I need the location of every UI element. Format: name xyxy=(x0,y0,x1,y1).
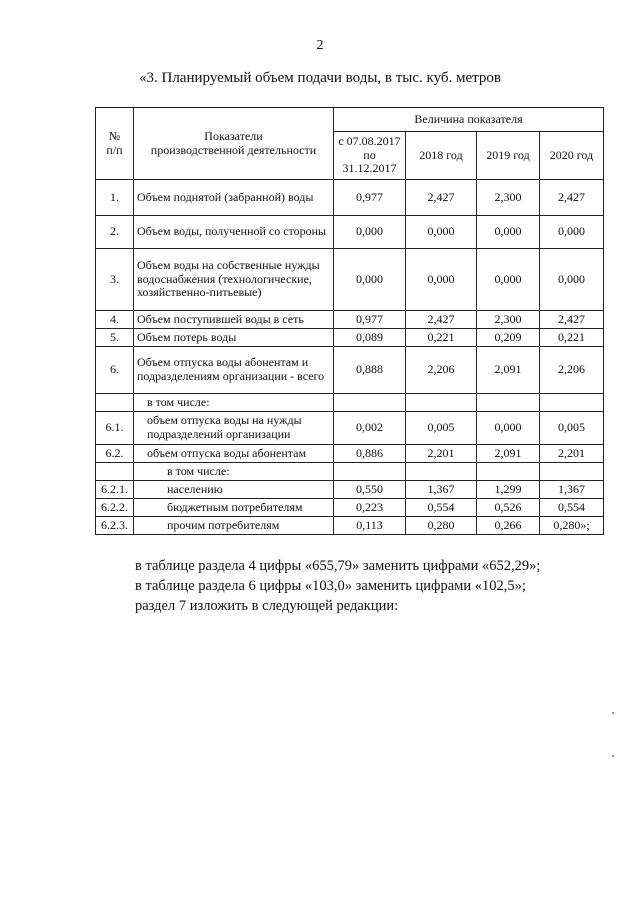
row-value: 0,266 xyxy=(477,517,540,535)
row-num: 5. xyxy=(96,329,134,347)
row-value xyxy=(334,463,406,481)
row-value: 2,427 xyxy=(540,311,604,329)
row-value: 0,089 xyxy=(334,329,406,347)
row-num xyxy=(96,463,134,481)
row-value: 0,005 xyxy=(406,412,477,445)
row-num xyxy=(96,394,134,412)
header-period-2018: 2018 год xyxy=(406,132,477,180)
page-number: 2 xyxy=(316,38,324,53)
row-value: 2,300 xyxy=(477,311,540,329)
table-row xyxy=(96,216,604,249)
table-row xyxy=(96,311,604,329)
row-name: Объем поступившей воды в сеть xyxy=(134,311,334,329)
scan-speck xyxy=(612,755,614,757)
row-name-text: прочим потребителям xyxy=(167,517,280,532)
row-value: 0,209 xyxy=(477,329,540,347)
row-value xyxy=(540,463,604,481)
row-value: 2,300 xyxy=(477,180,540,216)
row-value: 1,367 xyxy=(540,481,604,499)
row-num: 6.2.3. xyxy=(96,517,134,535)
row-value: 0,000 xyxy=(334,216,406,249)
table-row xyxy=(96,347,604,394)
row-value: 1,299 xyxy=(477,481,540,499)
row-value: 0,280 xyxy=(406,517,477,535)
row-value xyxy=(540,394,604,412)
row-value: 2,427 xyxy=(406,311,477,329)
amendment-line: в таблице раздела 6 цифры «103,0» заменить цифрами «102,5»; xyxy=(135,578,526,594)
amendment-line: раздел 7 изложить в следующей редакции: xyxy=(135,598,399,614)
row-value: 2,427 xyxy=(406,180,477,216)
water-supply-table xyxy=(95,107,604,535)
row-name-text: населению xyxy=(167,481,223,496)
row-value: 0,550 xyxy=(334,481,406,499)
header-period-2019: 2019 год xyxy=(477,132,540,180)
header-num: № п/п xyxy=(96,108,134,180)
row-num: 3. xyxy=(96,249,134,311)
table-row xyxy=(96,249,604,311)
row-value: 0,223 xyxy=(334,499,406,517)
scan-speck xyxy=(612,712,614,714)
row-value xyxy=(406,394,477,412)
row-value: 0,221 xyxy=(406,329,477,347)
row-value: 2,201 xyxy=(406,445,477,463)
row-value: 2,091 xyxy=(477,445,540,463)
amendment-text xyxy=(135,556,540,616)
header-period-2017: с 07.08.2017 по 31.12.2017 xyxy=(334,132,406,180)
row-value: 0,221 xyxy=(540,329,604,347)
row-num: 6.2.2. xyxy=(96,499,134,517)
table-row xyxy=(96,499,604,517)
row-value: 1,367 xyxy=(406,481,477,499)
header-period-2020: 2020 год xyxy=(540,132,604,180)
row-name-text: объем отпуска воды на нужды подразделений организации xyxy=(147,413,302,441)
row-value: 0,554 xyxy=(406,499,477,517)
table-row xyxy=(96,481,604,499)
row-value xyxy=(477,463,540,481)
table-row xyxy=(96,463,604,481)
row-num: 6.2. xyxy=(96,445,134,463)
row-name: Объем поднятой (забранной) воды xyxy=(134,180,334,216)
row-value: 0,000 xyxy=(477,249,540,311)
row-name-text: в том числе: xyxy=(147,394,210,409)
row-name: Объем отпуска воды абонентам и подразделениям организации - всего xyxy=(134,347,334,394)
header-value-group: Величина показателя xyxy=(334,108,604,132)
row-name: Объем потерь воды xyxy=(134,329,334,347)
row-name xyxy=(134,394,334,412)
row-num: 6. xyxy=(96,347,134,394)
row-value: 0,000 xyxy=(406,249,477,311)
header-indicators: Показатели производственной деятельности xyxy=(134,108,334,180)
amendment-line: в таблице раздела 4 цифры «655,79» заменить цифрами «652,29»; xyxy=(135,558,541,574)
row-num: 2. xyxy=(96,216,134,249)
row-value: 0,526 xyxy=(477,499,540,517)
row-value: 0,000 xyxy=(540,216,604,249)
row-name: Объем воды, полученной со стороны xyxy=(134,216,334,249)
row-value: 0,000 xyxy=(334,249,406,311)
row-value: 0,000 xyxy=(477,412,540,445)
row-value: 0,000 xyxy=(540,249,604,311)
row-name xyxy=(134,499,334,517)
row-value: 0,554 xyxy=(540,499,604,517)
table-row xyxy=(96,394,604,412)
table-row xyxy=(96,445,604,463)
row-value: 0,002 xyxy=(334,412,406,445)
section-title: «3. Планируемый объем подачи воды, в тыс. куб. метров xyxy=(138,70,502,86)
row-value: 2,427 xyxy=(540,180,604,216)
row-name xyxy=(134,412,334,445)
row-name xyxy=(134,481,334,499)
row-num: 6.2.1. xyxy=(96,481,134,499)
table-row xyxy=(96,412,604,445)
row-value: 2,201 xyxy=(540,445,604,463)
table-row xyxy=(96,517,604,535)
row-name xyxy=(134,463,334,481)
row-value: 2,206 xyxy=(406,347,477,394)
row-value: 0,886 xyxy=(334,445,406,463)
row-value: 0,888 xyxy=(334,347,406,394)
table-row xyxy=(96,180,604,216)
row-value: 0,977 xyxy=(334,311,406,329)
row-value: 0,280»; xyxy=(540,517,604,535)
row-num: 4. xyxy=(96,311,134,329)
row-value: 2,091 xyxy=(477,347,540,394)
row-value xyxy=(477,394,540,412)
row-value: 0,000 xyxy=(477,216,540,249)
row-value xyxy=(406,463,477,481)
row-value: 2,206 xyxy=(540,347,604,394)
row-name xyxy=(134,517,334,535)
row-name-text: бюджетным потребителям xyxy=(167,499,303,514)
row-num: 1. xyxy=(96,180,134,216)
row-value: 0,977 xyxy=(334,180,406,216)
row-name-text: в том числе: xyxy=(167,463,230,478)
row-num: 6.1. xyxy=(96,412,134,445)
row-value: 0,113 xyxy=(334,517,406,535)
row-name-text: объем отпуска воды абонентам xyxy=(147,445,307,460)
row-name: Объем воды на собственные нужды водоснабжения (технологические, хозяйственно-питьевые) xyxy=(134,249,334,311)
row-value: 0,005 xyxy=(540,412,604,445)
row-value xyxy=(334,394,406,412)
row-name xyxy=(134,445,334,463)
row-value: 0,000 xyxy=(406,216,477,249)
table-row xyxy=(96,329,604,347)
